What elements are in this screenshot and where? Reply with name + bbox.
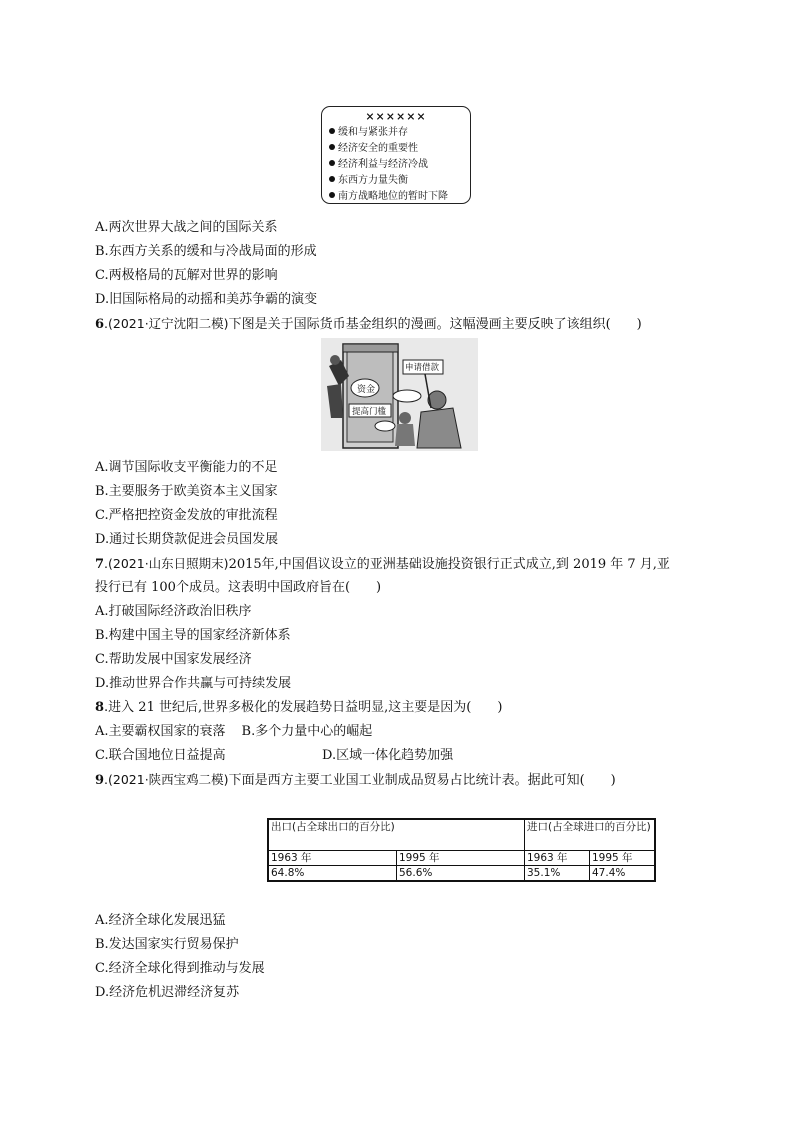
box-item: 南方战略地位的暂时下降	[329, 189, 470, 205]
q8-option-b: B.多个力量中心的崛起	[241, 724, 373, 739]
q7-stem-continued: 投行已有 100个成员。这表明中国政府旨在( )	[95, 580, 382, 595]
q9-option-b: B.发达国家实行贸易保护	[95, 937, 239, 952]
loan-label: 申请借款	[405, 363, 440, 373]
q6-option-b: B.主要服务于欧美资本主义国家	[95, 484, 278, 499]
q8-option-d: D.区域一体化趋势加强	[322, 748, 454, 763]
fund-label: 资金	[357, 385, 376, 395]
q7-option-c: C.帮助发展中国家发展经济	[95, 652, 252, 667]
value-cell: 56.6%	[397, 866, 525, 882]
box-title: ××××××	[365, 110, 427, 123]
q9-option-d: D.经济危机迟滞经济复苏	[95, 985, 240, 1000]
import-header: 进口(占全球进口的百分比)	[525, 819, 656, 851]
q5-option-c: C.两极格局的瓦解对世界的影响	[95, 268, 278, 283]
year-cell: 1995 年	[590, 851, 656, 866]
q7-option-b: B.构建中国主导的国家经济新体系	[95, 628, 291, 643]
imf-cartoon	[321, 338, 478, 451]
bullet-icon	[329, 176, 335, 182]
year-cell: 1995 年	[397, 851, 525, 866]
q7-stem: 7.(2021·山东日照期末)2015年,中国倡议设立的亚洲基础设施投资银行正式成立,到 2019 年 7 月,亚	[95, 556, 670, 572]
q9-option-c: C.经济全球化得到推动与发展	[95, 961, 265, 976]
box-item: 经济利益与经济冷战	[329, 157, 470, 173]
table-row	[268, 866, 655, 882]
q8-option-c: C.联合国地位日益提高	[95, 748, 226, 763]
q7-option-a: A.打破国际经济政治旧秩序	[95, 604, 252, 619]
export-header: 出口(占全球出口的百分比)	[268, 819, 525, 851]
q9-option-a: A.经济全球化发展迅猛	[95, 913, 226, 928]
q6-option-a: A.调节国际收支平衡能力的不足	[95, 460, 278, 475]
q8-options-cd	[95, 747, 453, 765]
value-cell: 64.8%	[268, 866, 397, 882]
table-row	[268, 851, 655, 866]
q5-option-a: A.两次世界大战之间的国际关系	[95, 220, 278, 235]
q8-option-a: A.主要霸权国家的衰落	[95, 724, 226, 739]
q5-option-d: D.旧国际格局的动摇和美苏争霸的演变	[95, 292, 318, 307]
table-header-row	[268, 819, 655, 851]
q7-option-d: D.推动世界合作共赢与可持续发展	[95, 676, 292, 691]
q6-stem: 6.(2021·辽宁沈阳二模)下图是关于国际货币基金组织的漫画。这幅漫画主要反映了该组织( )	[95, 316, 642, 332]
year-cell: 1963 年	[525, 851, 590, 866]
box-item: 经济安全的重要性	[329, 141, 470, 157]
outline-box	[321, 106, 471, 204]
value-cell: 47.4%	[590, 866, 656, 882]
q8-options-ab	[95, 723, 372, 741]
q6-option-d: D.通过长期贷款促进会员国发展	[95, 532, 279, 547]
q8-stem: 8.进入 21 世纪后,世界多极化的发展趋势日益明显,这主要是因为( )	[95, 700, 503, 715]
bullet-icon	[329, 192, 335, 198]
threshold-label: 提高门槛	[352, 407, 387, 417]
q6-option-c: C.严格把控资金发放的审批流程	[95, 508, 278, 523]
bullet-icon	[329, 144, 335, 150]
year-cell: 1963 年	[268, 851, 397, 866]
q9-stem: 9.(2021·陕西宝鸡二模)下面是西方主要工业国工业制成品贸易占比统计表。据此可知( )	[95, 772, 616, 788]
box-item: 东西方力量失衡	[329, 173, 470, 189]
trade-share-table	[267, 818, 656, 882]
bullet-icon	[329, 128, 335, 134]
value-cell: 35.1%	[525, 866, 590, 882]
bullet-icon	[329, 160, 335, 166]
q5-option-b: B.东西方关系的缓和与冷战局面的形成	[95, 244, 317, 259]
box-item: 缓和与紧张并存	[329, 125, 470, 141]
